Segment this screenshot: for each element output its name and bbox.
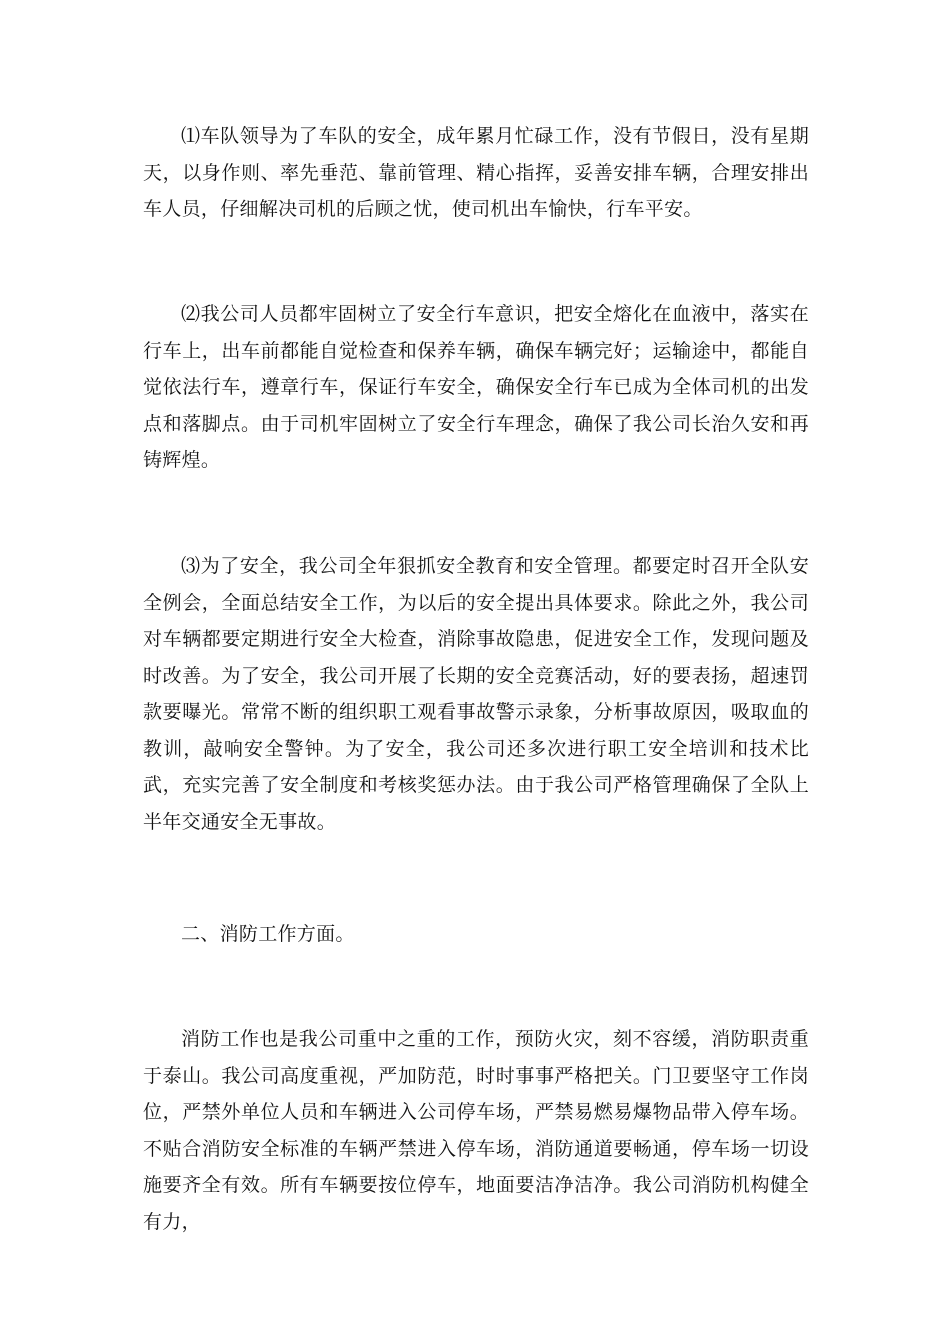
paragraph-driver-leadership: ⑴车队领导为了车队的安全，成年累月忙碌工作，没有节假日，没有星期天，以身作则、率先垂范、靠前管理、精心指挥，妥善安排车辆，合理安排出车人员，仔细解决司机的后顾之忧，使司机出车愉快，行车平安。 bbox=[143, 125, 809, 220]
paragraph-safety-awareness: ⑵我公司人员都牢固树立了安全行车意识，把安全熔化在血液中，落实在行车上，出车前都能自觉检查和保养车辆，确保车辆完好；运输途中，都能自觉依法行车，遵章行车，保证行车安全，确保安全行车已成为全体司机的出发点和落脚点。由于司机牢固树立了安全行车理念，确保了我公司长治久安和再铸辉煌。 bbox=[143, 303, 809, 471]
section-heading-fire-safety: 二、消防工作方面。 bbox=[181, 923, 355, 945]
paragraph-fire-prevention: 消防工作也是我公司重中之重的工作，预防火灾，刻不容缓，消防职责重于泰山。我公司高度重视，严加防范，时时事事严格把关。门卫要坚守工作岗位，严禁外单位人员和车辆进入公司停车场，严禁易燃易爆物品带入停车场。不贴合消防安全标准的车辆严禁进入停车场，消防通道要畅通，停车场一切设施要齐全有效。所有车辆要按位停车，地面要洁净洁净。我公司消防机构健全有力， bbox=[143, 1028, 809, 1233]
paragraph-safety-management: ⑶为了安全，我公司全年狠抓安全教育和安全管理。都要定时召开全队安全例会，全面总结安全工作，为以后的安全提出具体要求。除此之外，我公司对车辆都要定期进行安全大检查，消除事故隐患，促进安全工作，发现问题及时改善。为了安全，我公司开展了长期的安全竞赛活动，好的要表扬，超速罚款要曝光。常常不断的组织职工观看事故警示录象，分析事故原因，吸取血的教训，敲响安全警钟。为了安全，我公司还多次进行职工安全培训和技术比武，充实完善了安全制度和考核奖惩办法。由于我公司严格管理确保了全队上半年交通安全无事故。 bbox=[143, 555, 809, 833]
